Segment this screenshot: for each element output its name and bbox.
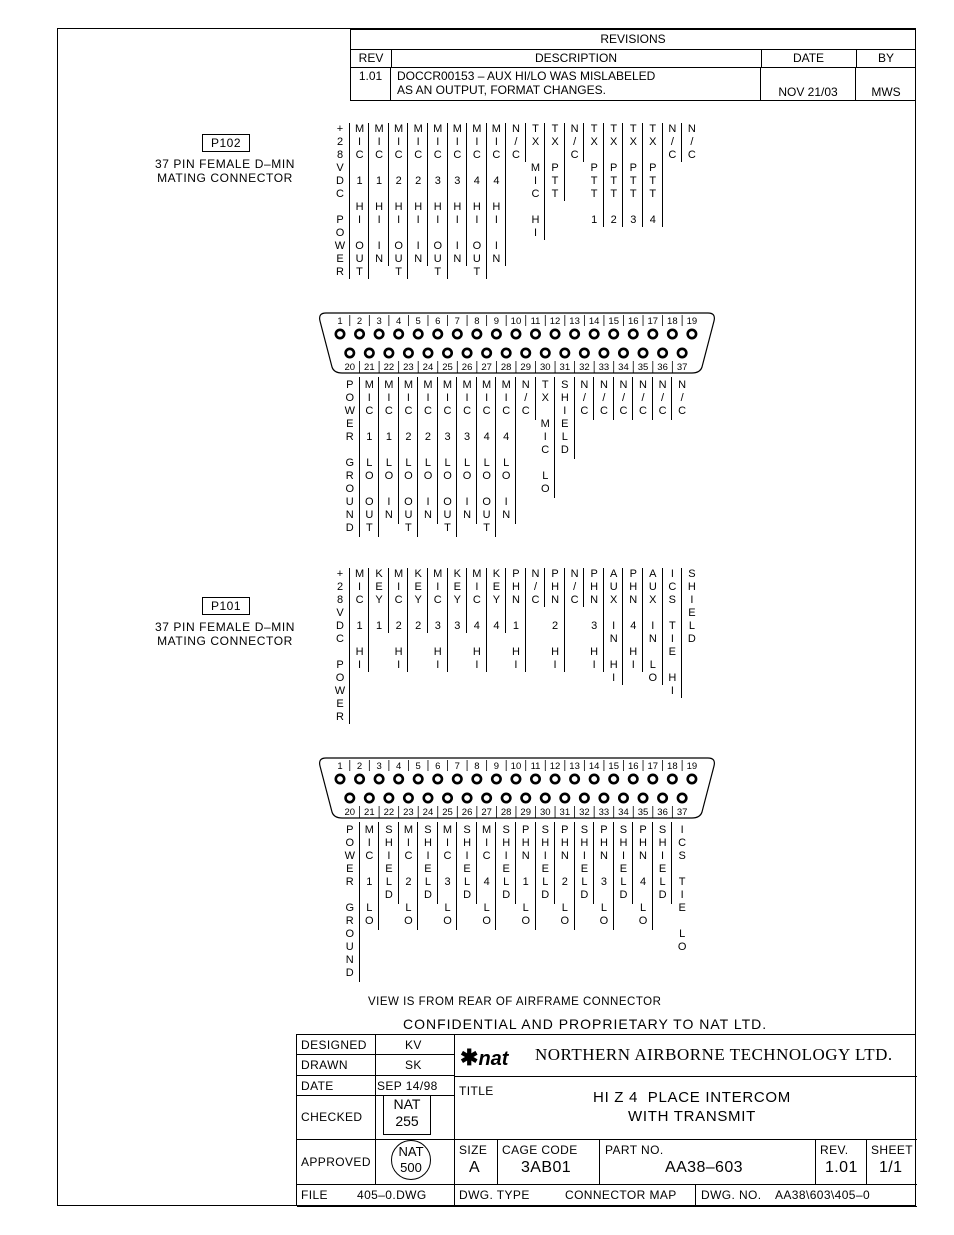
- title-block: [296, 1034, 916, 1206]
- pin-30-label: S H I E L D: [541, 824, 550, 901]
- cage-label: CAGE CODE: [502, 1143, 578, 1157]
- label-divider: [427, 568, 428, 633]
- label-divider: [574, 822, 575, 930]
- pin-29-label: P H N 1 L O: [521, 824, 530, 927]
- label-divider: [368, 568, 369, 672]
- pin-29-label: N / C: [521, 379, 530, 417]
- approved-stamp-line2: 500: [400, 1160, 422, 1175]
- pin-35-label: N / C: [639, 379, 647, 417]
- pin-31: [561, 794, 569, 802]
- pin-number-label: 31: [559, 362, 571, 373]
- part-label: PART NO.: [605, 1143, 664, 1157]
- pin-1-label: + 2 8 V D C P O W E R: [334, 568, 346, 723]
- pin-number-label: 25: [442, 362, 453, 373]
- pin-16-label: T X P T T 3: [629, 123, 637, 226]
- pin-number-label: 2: [356, 761, 363, 772]
- pin-14-label: P H N 3 H I: [590, 568, 599, 671]
- pin-26-label: M I C 3 L O I N: [462, 379, 472, 521]
- pin-21: [365, 794, 373, 802]
- label-divider: [554, 822, 555, 904]
- pin-number-label: 9: [493, 316, 500, 327]
- label-divider: [662, 568, 663, 685]
- revision-description-line1: DOCCR00153 – AUX HI/LO WAS MISLABELED: [397, 69, 656, 83]
- pin-32-label: N / C: [580, 379, 589, 417]
- pin-number-label: 13: [569, 761, 580, 772]
- pin-number-label: 25: [442, 807, 453, 818]
- title-label: TITLE: [459, 1084, 494, 1098]
- pin-number-label: 34: [618, 807, 629, 818]
- pin-number-label: 17: [647, 761, 659, 772]
- pin-32-label: S H I E L D: [580, 824, 589, 901]
- label-divider: [359, 822, 360, 982]
- pin-number-label: 11: [530, 761, 541, 772]
- label-divider: [544, 568, 545, 607]
- revision-date: NOV 21/03: [761, 67, 856, 101]
- pin-37-label: N / C: [678, 379, 687, 417]
- pin-number-label: 30: [539, 362, 551, 373]
- col-description: DESCRIPTION: [391, 49, 762, 67]
- pin-21-label: M I C 1 L O O U T: [364, 379, 374, 534]
- col-rev: REV: [351, 49, 392, 67]
- file-value: 405–0.DWG: [357, 1188, 427, 1202]
- pin-number-label: 15: [608, 316, 619, 327]
- pin-number-label: 15: [608, 761, 619, 772]
- label-divider: [378, 822, 379, 930]
- pin-number-label: 34: [618, 362, 629, 373]
- pin-37-label: I C S T I E L O: [677, 824, 687, 953]
- pin-18: [668, 775, 676, 783]
- dwg-type-label: DWG. TYPE: [459, 1188, 530, 1202]
- pin-35-label: P H N 4 L O: [638, 824, 648, 927]
- pin-14-label: T X P T T 1: [590, 123, 598, 226]
- pin-number-label: 36: [657, 362, 668, 373]
- pin-36-label: S H I E L D: [658, 824, 667, 901]
- pin-number-label: 6: [435, 316, 441, 327]
- pin-26: [463, 794, 471, 802]
- pin-number-label: 24: [422, 362, 434, 373]
- asterisk-logo-icon: ✱: [460, 1045, 479, 1070]
- pin-5-label: K E Y 2: [414, 568, 422, 632]
- pin-13: [570, 775, 578, 783]
- pin-36-label: N / C: [658, 379, 667, 417]
- pin-10: [512, 775, 520, 783]
- pin-7-label: K E Y 3: [453, 568, 461, 632]
- drawing-title: [527, 1088, 857, 1126]
- pin-number-label: 17: [647, 316, 659, 327]
- drawing-title-line1: HI Z 4 PLACE INTERCOM: [593, 1089, 791, 1106]
- connector-id-p101: P101: [202, 597, 250, 615]
- pin-number-label: 1: [337, 316, 343, 327]
- pin-number-label: 3: [376, 761, 382, 772]
- pin-5-label: M I C 2 H I I N: [413, 123, 423, 265]
- checked-stamp-line2: 255: [395, 1113, 419, 1129]
- pin-24-label: M I C 2 L O I N: [423, 379, 433, 521]
- pin-4-label: M I C 2 H I: [394, 568, 404, 671]
- pin-23-label: M I C 2 L O: [403, 824, 413, 927]
- pin-33-label: N / C: [599, 379, 608, 417]
- label-divider: [593, 822, 594, 904]
- label-divider: [642, 568, 643, 672]
- pin-20: [346, 794, 354, 802]
- pin-17-label: A U X I N L O: [648, 568, 658, 684]
- dwg-no-label: DWG. NO.: [701, 1188, 762, 1202]
- pin-number-label: 22: [383, 807, 395, 818]
- pin-9-label: M I C 4 H I I N: [491, 123, 501, 265]
- connector-desc-line2: MATING CONNECTOR: [157, 171, 293, 185]
- pin-number-label: 19: [686, 761, 698, 772]
- revisions-header: REVISIONS: [600, 32, 666, 46]
- pin-number-label: 18: [667, 316, 678, 327]
- pin-23: [404, 794, 412, 802]
- approved-stamp: [391, 1140, 431, 1180]
- pin-10-label: P H N 1 H I: [511, 568, 520, 671]
- label-divider: [535, 822, 536, 930]
- pin-number-label: 13: [569, 316, 580, 327]
- label-divider: [476, 822, 477, 904]
- pin-30: [541, 794, 549, 802]
- date-value: SEP 14/98: [377, 1079, 438, 1093]
- label-divider: [505, 568, 506, 633]
- pin-number-label: 10: [510, 761, 522, 772]
- pin-number-label: 9: [493, 761, 500, 772]
- pin-5: [414, 775, 422, 783]
- pin-19: [688, 775, 696, 783]
- rev-label: REV.: [820, 1143, 849, 1157]
- pin-number-label: 35: [637, 807, 649, 818]
- pin-18-label: N / C: [668, 123, 677, 161]
- pin-number-label: 26: [461, 807, 473, 818]
- pin-number-label: 23: [403, 362, 414, 373]
- company-logo: [460, 1045, 508, 1071]
- pin-24: [424, 794, 432, 802]
- pin-number-label: 21: [364, 807, 375, 818]
- label-divider: [652, 822, 653, 930]
- drawing-title-line2: WITH TRANSMIT: [628, 1108, 756, 1125]
- pin-36: [658, 794, 666, 802]
- revision-number: 1.01: [351, 67, 391, 101]
- pin-31-label: P H N 2 L O: [560, 824, 570, 927]
- pin-number-label: 1: [337, 761, 343, 772]
- pin-24-label: S H I E L D: [423, 824, 432, 901]
- pin-2-label: M I C 1 H I O U T: [354, 123, 365, 278]
- pin-number-label: 14: [588, 761, 600, 772]
- connector-id-p102: P102: [202, 134, 250, 152]
- confidential-notice: CONFIDENTIAL AND PROPRIETARY TO NAT LTD.: [403, 1016, 768, 1032]
- connector-desc-line2: MATING CONNECTOR: [157, 634, 293, 648]
- pin-16: [629, 775, 637, 783]
- label-divider: [525, 568, 526, 672]
- pin-3: [375, 775, 383, 783]
- pin-18-label: I C S T I E H I: [668, 568, 677, 697]
- pin-number-label: 36: [657, 807, 668, 818]
- pin-37: [678, 794, 686, 802]
- label-divider: [388, 568, 389, 633]
- pin-6: [434, 775, 442, 783]
- col-by: BY: [877, 51, 894, 65]
- pin-number-label: 2: [356, 316, 363, 327]
- col-date: DATE: [761, 49, 857, 67]
- pin-1: [336, 775, 344, 783]
- label-divider: [671, 822, 672, 904]
- pin-25-label: M I C 3 L O: [442, 824, 453, 927]
- pin-number-label: 16: [627, 761, 639, 772]
- pin-7: [453, 775, 461, 783]
- pin-12-label: P H N 2 H I: [551, 568, 560, 671]
- pin-number-label: 5: [415, 316, 421, 327]
- checked-stamp-line1: NAT: [393, 1096, 421, 1112]
- pin-8-label: M I C 4 H I O U T: [472, 123, 482, 278]
- pin-9-label: K E Y 4: [492, 568, 501, 632]
- pin-34-label: N / C: [619, 379, 628, 417]
- pin-number-label: 23: [403, 807, 414, 818]
- label-divider: [407, 568, 408, 672]
- pin-6-label: M I C 3 H I: [433, 568, 443, 671]
- pin-number-label: 10: [510, 316, 522, 327]
- pin-4: [394, 775, 402, 783]
- pin-number-label: 5: [415, 761, 421, 772]
- pin-number-label: 12: [549, 761, 561, 772]
- pin-12: [551, 775, 559, 783]
- pin-33-label: P H N 3 L O: [599, 824, 609, 927]
- pin-33: [600, 794, 608, 802]
- label-divider: [583, 568, 584, 607]
- label-divider: [622, 568, 623, 685]
- pin-number-label: 11: [530, 316, 541, 327]
- sheet-value: 1/1: [879, 1159, 903, 1176]
- pin-14: [590, 775, 598, 783]
- pin-29: [522, 794, 530, 802]
- pin-20-label: P O W E R G R O U N D: [344, 824, 355, 979]
- connector-desc-line1: 37 PIN FEMALE D–MIN: [154, 620, 296, 634]
- pin-number-label: 28: [500, 807, 512, 818]
- pin-number-label: 20: [344, 807, 356, 818]
- pin-number-label: 27: [481, 362, 492, 373]
- pin-number-label: 7: [454, 316, 460, 327]
- pin-number-label: 32: [579, 362, 590, 373]
- pin-number-label: 31: [559, 807, 571, 818]
- drawn-value: SK: [405, 1058, 422, 1072]
- pin-number-label: 16: [627, 316, 639, 327]
- pin-22-label: M I C 1 L O I N: [384, 379, 394, 521]
- label-divider: [349, 568, 350, 724]
- pin-27-label: M I C 4 L O O U T: [482, 379, 492, 534]
- pin-number-label: 37: [676, 807, 688, 818]
- pin-11-label: T X M I C H I: [530, 123, 541, 239]
- pin-number-label: 20: [344, 362, 356, 373]
- pin-31-label: S H I E L D: [560, 379, 569, 456]
- pin-34-label: S H I E L D: [619, 824, 628, 901]
- pin-27-label: M I C 4 L O: [482, 824, 492, 927]
- revision-by: MWS: [871, 85, 901, 99]
- part-value: AA38–603: [665, 1159, 743, 1176]
- label-divider: [632, 822, 633, 904]
- pin-9: [492, 775, 500, 783]
- pin-35: [639, 794, 647, 802]
- pin-17: [649, 775, 657, 783]
- pin-21-label: M I C 1 L O: [364, 824, 374, 927]
- label-divider: [681, 568, 682, 698]
- pin-34: [619, 794, 627, 802]
- pin-number-label: 6: [435, 761, 441, 772]
- pin-27: [482, 794, 490, 802]
- pin-number-label: 8: [474, 316, 480, 327]
- view-note: VIEW IS FROM REAR OF AIRFRAME CONNECTOR: [368, 996, 662, 1008]
- pin-number-label: 24: [422, 807, 434, 818]
- pin-25-label: M I C 3 L O O U T: [442, 379, 453, 534]
- pin-13-label: N / C: [570, 123, 579, 161]
- pin-8: [473, 775, 481, 783]
- pin-number-label: 30: [539, 807, 551, 818]
- size-label: SIZE: [459, 1143, 488, 1157]
- label-divider: [398, 822, 399, 904]
- size-value: A: [469, 1159, 481, 1176]
- pin-8-label: M I C 4 H I: [472, 568, 482, 671]
- pin-15-label: T X P T T 2: [610, 123, 618, 226]
- dwg-type-value: CONNECTOR MAP: [565, 1188, 677, 1202]
- pin-28: [502, 794, 510, 802]
- pin-17-label: T X P T T 4: [649, 123, 657, 226]
- company-logo-text: nat: [478, 1048, 509, 1070]
- pin-11-label: N / C: [531, 568, 540, 606]
- checked-label: CHECKED: [301, 1110, 363, 1124]
- pin-19-label: N / C: [687, 123, 696, 161]
- pin-number-label: 19: [686, 316, 698, 327]
- revision-description-line2: AS AN OUTPUT, FORMAT CHANGES.: [397, 83, 606, 97]
- connector-desc-line1: 37 PIN FEMALE D–MIN: [154, 157, 296, 171]
- pin-number-label: 37: [676, 362, 688, 373]
- pin-number-label: 29: [520, 807, 532, 818]
- pin-28-label: M I C 4 L O I N: [501, 379, 511, 521]
- cage-value: 3AB01: [521, 1159, 572, 1176]
- pin-12-label: T X P T T: [551, 123, 559, 200]
- pin-23-label: M I C 2 L O O U T: [403, 379, 413, 534]
- pin-number-label: 4: [396, 316, 402, 327]
- pin-2: [355, 775, 363, 783]
- pin-10-label: N / C: [511, 123, 520, 161]
- pin-15-label: A U X I N H I: [609, 568, 618, 684]
- file-label: FILE: [301, 1188, 328, 1202]
- pin-number-label: 4: [396, 761, 402, 772]
- pin-2-label: M I C 1 H I: [354, 568, 365, 671]
- label-divider: [613, 822, 614, 930]
- pin-number-label: 35: [637, 362, 649, 373]
- company-name: NORTHERN AIRBORNE TECHNOLOGY LTD.: [535, 1045, 893, 1064]
- pin-number-label: 32: [579, 807, 590, 818]
- label-divider: [417, 822, 418, 930]
- pin-30-label: T X M I C L O: [540, 379, 550, 495]
- designed-label: DESIGNED: [301, 1038, 367, 1052]
- label-divider: [466, 568, 467, 633]
- label-divider: [495, 822, 496, 930]
- pin-number-label: 14: [588, 316, 600, 327]
- pin-1-label: + 2 8 V D C P O W E R: [334, 123, 346, 278]
- pin-26-label: S H I E L D: [463, 824, 472, 901]
- pin-6-label: M I C 3 H I O U T: [433, 123, 443, 278]
- drawn-label: DRAWN: [301, 1058, 348, 1072]
- label-divider: [456, 822, 457, 930]
- pin-3-label: M I C 1 H I I N: [374, 123, 384, 265]
- pin-number-label: 29: [520, 362, 532, 373]
- pin-13-label: N / C: [570, 568, 579, 606]
- pin-11: [531, 775, 539, 783]
- pin-16-label: P H N 4 H I: [629, 568, 638, 671]
- pin-20-label: P O W E R G R O U N D: [344, 379, 355, 534]
- label-divider: [515, 822, 516, 904]
- pin-number-label: 33: [598, 807, 610, 818]
- pin-number-label: 26: [461, 362, 473, 373]
- label-divider: [437, 822, 438, 904]
- pin-15: [610, 775, 618, 783]
- pin-number-label: 3: [376, 316, 382, 327]
- pin-22-label: S H I E L D: [384, 824, 393, 901]
- rev-value: 1.01: [825, 1159, 858, 1176]
- pin-number-label: 27: [481, 807, 492, 818]
- pin-number-label: 12: [549, 316, 561, 327]
- pin-32: [580, 794, 588, 802]
- pin-7-label: M I C 3 H I I N: [452, 123, 462, 265]
- pin-19-label: S H I E L D: [687, 568, 696, 645]
- pin-3-label: K E Y 1: [375, 568, 383, 632]
- pin-25: [443, 794, 451, 802]
- pin-number-label: 18: [667, 761, 678, 772]
- pin-22: [385, 794, 393, 802]
- label-divider: [564, 568, 565, 672]
- date-label: DATE: [301, 1079, 334, 1093]
- sheet-label: SHEET: [871, 1143, 914, 1157]
- pin-number-label: 21: [364, 362, 375, 373]
- label-divider: [447, 568, 448, 672]
- label-divider: [603, 568, 604, 672]
- pin-number-label: 8: [474, 761, 480, 772]
- dwg-no-value: AA38\603\405–0: [775, 1188, 871, 1202]
- pin-number-label: 22: [383, 362, 395, 373]
- label-divider: [486, 568, 487, 672]
- approved-label: APPROVED: [301, 1155, 371, 1169]
- pin-number-label: 7: [454, 761, 460, 772]
- designed-value: KV: [405, 1038, 422, 1052]
- pin-number-label: 33: [598, 362, 610, 373]
- checked-stamp: [383, 1095, 431, 1135]
- approved-stamp-line1: NAT: [398, 1144, 424, 1159]
- pin-number-label: 28: [500, 362, 512, 373]
- pin-28-label: S H I E L D: [502, 824, 511, 901]
- pin-4-label: M I C 2 H I O U T: [394, 123, 404, 278]
